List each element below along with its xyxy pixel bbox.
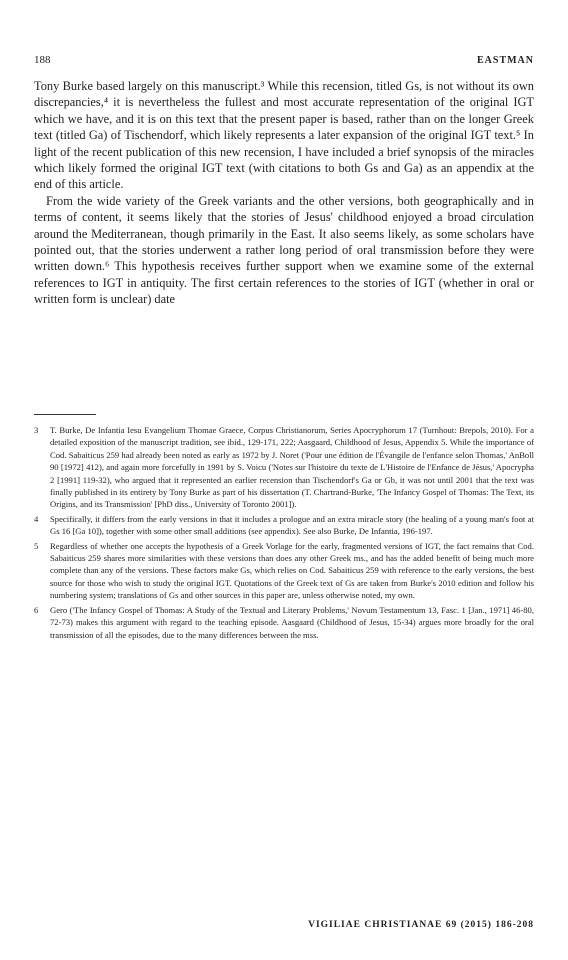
- footnote-number: 4: [34, 513, 39, 524]
- running-head: EASTMAN: [476, 55, 534, 66]
- footnote-number: 3: [34, 425, 39, 435]
- footnote-text: Specifically, it differs from the early versions in that it includes a prologue and an extra miracle story (the healing of a young man's foot at Gs 16 [Ga 10]), together with some other small additions (see appendix). See also Burke, De Infantia, 196-197.: [50, 513, 534, 537]
- footnote-rule: [34, 414, 96, 415]
- page-number: 188: [34, 54, 51, 66]
- paragraph-1: Tony Burke based largely on this manuscript.³ While this recension, titled Gs, is not without its own discrepancies,⁴ it is nevertheless the fullest and most accurate representation of the original IGT which we have, and it is on this text that the present paper is based, rather than on the longer Greek text (titled Ga) of Tischendorf, which likely represents a later expansion of the original IGT text.⁵ In light of the recent publication of this new recension, I have included a brief synopsis of the miracles which likely formed the original IGT text (with citations to both Gs and Ga) as an appendix at the end of this article.: [34, 79, 534, 192]
- footnote-6: [34, 604, 534, 641]
- footnote-number: 6: [34, 604, 39, 615]
- page-header: [34, 54, 534, 66]
- footnote-3: [34, 424, 534, 511]
- footnote-text: Gero ('The Infancy Gospel of Thomas: A Study of the Textual and Literary Problems,' Novum Testamentum 13, Fasc. 1 [Jan., 1971] 46-80, 72-73) makes this argument with regard to the teaching episode. Aasgaard (Childhood of Jesus, 15-34) argues more broadly for the oral transmission of all the episodes, due to the many differences between the mss.: [50, 604, 534, 640]
- footnote-5: [34, 540, 534, 602]
- footnote-number: 5: [34, 540, 39, 551]
- journal-footer: VIGILIAE CHRISTIANAE 69 (2015) 186-208: [308, 920, 534, 930]
- footnote-text: Regardless of whether one accepts the hypothesis of a Greek Vorlage for the early, fragmented versions of IGT, the fact remains that Cod. Sabaiticus 259 shares more similarities with these versions than does any other Greek ms., and has the added benefit of being much more complete than any of the versions. These factors make Gs, which relies on Cod. Sabaiticus 259 with reference to the early versions, the best source for those who wish to study the original IGT. Quotations of the Greek text of Gs are taken from Burke's 2010 edition and follow his numbering system; translations of Gs and other sources in this paper are, unless otherwise noted, my own.: [50, 540, 534, 601]
- main-text: [34, 78, 534, 308]
- paragraph-2: From the wide variety of the Greek variants and the other versions, both geographically and in terms of content, it seems likely that the stories of Jesus' childhood enjoyed a broad circulation around the Mediterranean, though primarily in the East. It also seems likely, as some scholars have pointed out, that the stories underwent a rather long period of oral transmission before they were written down.⁶ This hypothesis receives further support when we examine some of the external references to IGT in antiquity. The first certain references to the stories of IGT (whether in oral or written form is unclear) date: [34, 193, 534, 307]
- footnote-4: [34, 513, 534, 538]
- footnotes: [34, 424, 534, 643]
- footnote-text: T. Burke, De Infantia Iesu Evangelium Thomae Graece, Corpus Christianorum, Series Apocryphorum 17 (Turnhout: Brepols, 2010). For a detailed exposition of the manuscript tradition, see ibid., 129-171, 222; Aasgaard, Childhood of Jesus, Appendix 5. While the importance of Cod. Sabaiticus 259 had already been noted as early as 1972 by J. Noret ('Pour une édition de l'Évangile de l'enfance selon Thomas,' AnBoll 90 [1972] 412), and again more forcefully in 1991 by S. Voicu ('Notes sur l'histoire du texte de L'Histoire de l'Enfance de Jésus,' Apocrypha 2 [1991] 119-32), who argued that it represented an earlier recension than Tischendorf's Ga or Gb, it was not until 2001 that the text was finally published in its entirety by Tony Burke as part of his dissertation (T. Chartrand-Burke, 'The Infancy Gospel of Thomas: The Text, its Origins, and its Transmission' [PhD diss., University of Toronto 2001]).: [50, 425, 534, 510]
